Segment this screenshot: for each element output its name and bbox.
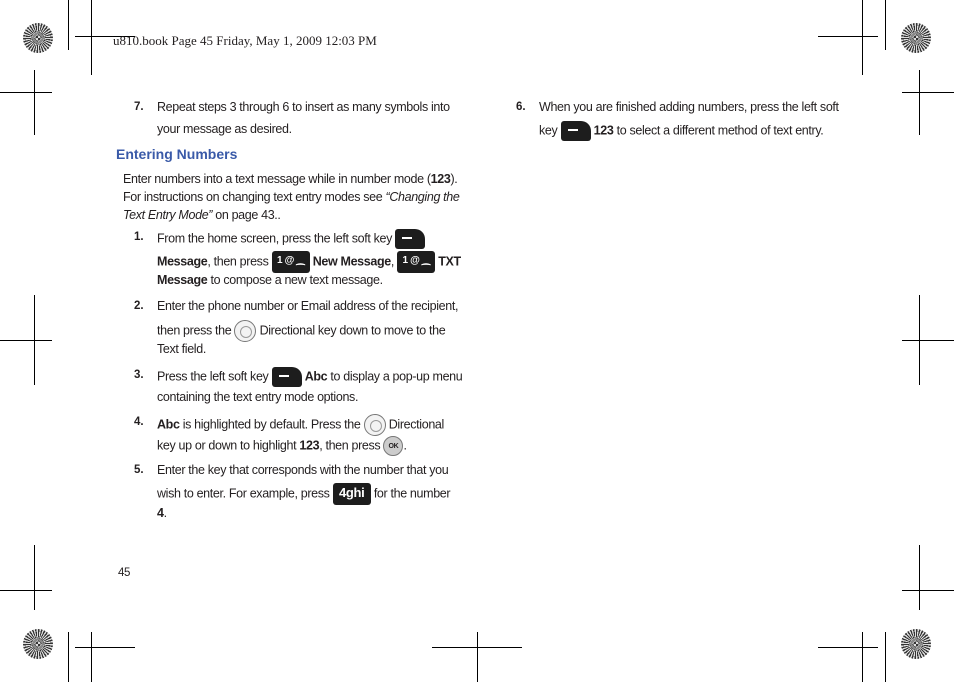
step-number: 3. — [134, 369, 144, 381]
left-soft-key-icon — [395, 229, 425, 249]
page-number: 45 — [118, 567, 131, 579]
step-number: 2. — [134, 300, 144, 312]
step-text: your message as desired. — [157, 122, 292, 136]
step-text: Text field. — [157, 342, 206, 356]
rosette-mark-icon — [901, 23, 931, 53]
crosshair-icon — [919, 70, 920, 135]
crosshair-icon — [91, 632, 92, 682]
step-text: key up or down to highlight 123, then press OK . — [157, 436, 407, 456]
print-header: u810.book Page 45 Friday, May 1, 2009 12:03 PM — [113, 33, 377, 48]
step-number: 6. — [516, 101, 526, 113]
crosshair-icon — [919, 545, 920, 610]
key-1-icon: 1 @ ⁔ — [272, 251, 310, 273]
rosette-mark-icon — [23, 23, 53, 53]
step-text: When you are finished adding numbers, press the left soft — [539, 100, 839, 114]
crosshair-icon — [91, 0, 92, 75]
step-text: From the home screen, press the left soft key — [157, 229, 425, 249]
key-1-icon: 1 @ ⁔ — [397, 251, 435, 273]
left-soft-key-icon — [272, 367, 302, 387]
step-text: containing the text entry mode options. — [157, 390, 359, 404]
intro-text: Enter numbers into a text message while in number mode (123). — [123, 172, 458, 186]
step-text: Message, then press 1 @ ⁔ New Message, 1 @ ⁔ TXT — [157, 251, 461, 273]
intro-text: Text Entry Mode” on page 43.. — [123, 208, 281, 222]
intro-text: For instructions on changing text entry modes see “Changing the — [123, 190, 460, 204]
step-number: 4. — [134, 416, 144, 428]
step-text: Abc is highlighted by default. Press the Directional — [157, 414, 444, 436]
ok-key-icon: OK — [383, 436, 403, 456]
crosshair-icon — [477, 632, 478, 682]
crosshair-icon — [34, 70, 35, 135]
step-text: Press the left soft key Abc to display a pop-up menu — [157, 367, 462, 387]
step-text: Enter the key that corresponds with the number that you — [157, 463, 449, 477]
key-4-icon: 4ghi — [333, 483, 371, 505]
rosette-mark-icon — [901, 629, 931, 659]
section-title: Entering Numbers — [116, 146, 238, 162]
directional-key-icon — [234, 320, 256, 342]
step-text: then press the Directional key down to move to the — [157, 320, 445, 342]
crosshair-icon — [862, 632, 863, 682]
rosette-mark-icon — [23, 629, 53, 659]
step-number: 1. — [134, 231, 144, 243]
step-text: Repeat steps 3 through 6 to insert as many symbols into — [157, 100, 450, 114]
step-number: 7. — [134, 101, 144, 113]
step-text: 4. — [157, 506, 167, 520]
crosshair-icon — [862, 0, 863, 75]
directional-key-icon — [364, 414, 386, 436]
step-text: Message to compose a new text message. — [157, 273, 383, 287]
step-text: key 123 to select a different method of text entry. — [539, 121, 823, 141]
step-number: 5. — [134, 464, 144, 476]
step-text: wish to enter. For example, press 4ghi for the number — [157, 483, 450, 505]
crosshair-icon — [34, 545, 35, 610]
left-soft-key-icon — [561, 121, 591, 141]
step-text: Enter the phone number or Email address of the recipient, — [157, 299, 459, 313]
